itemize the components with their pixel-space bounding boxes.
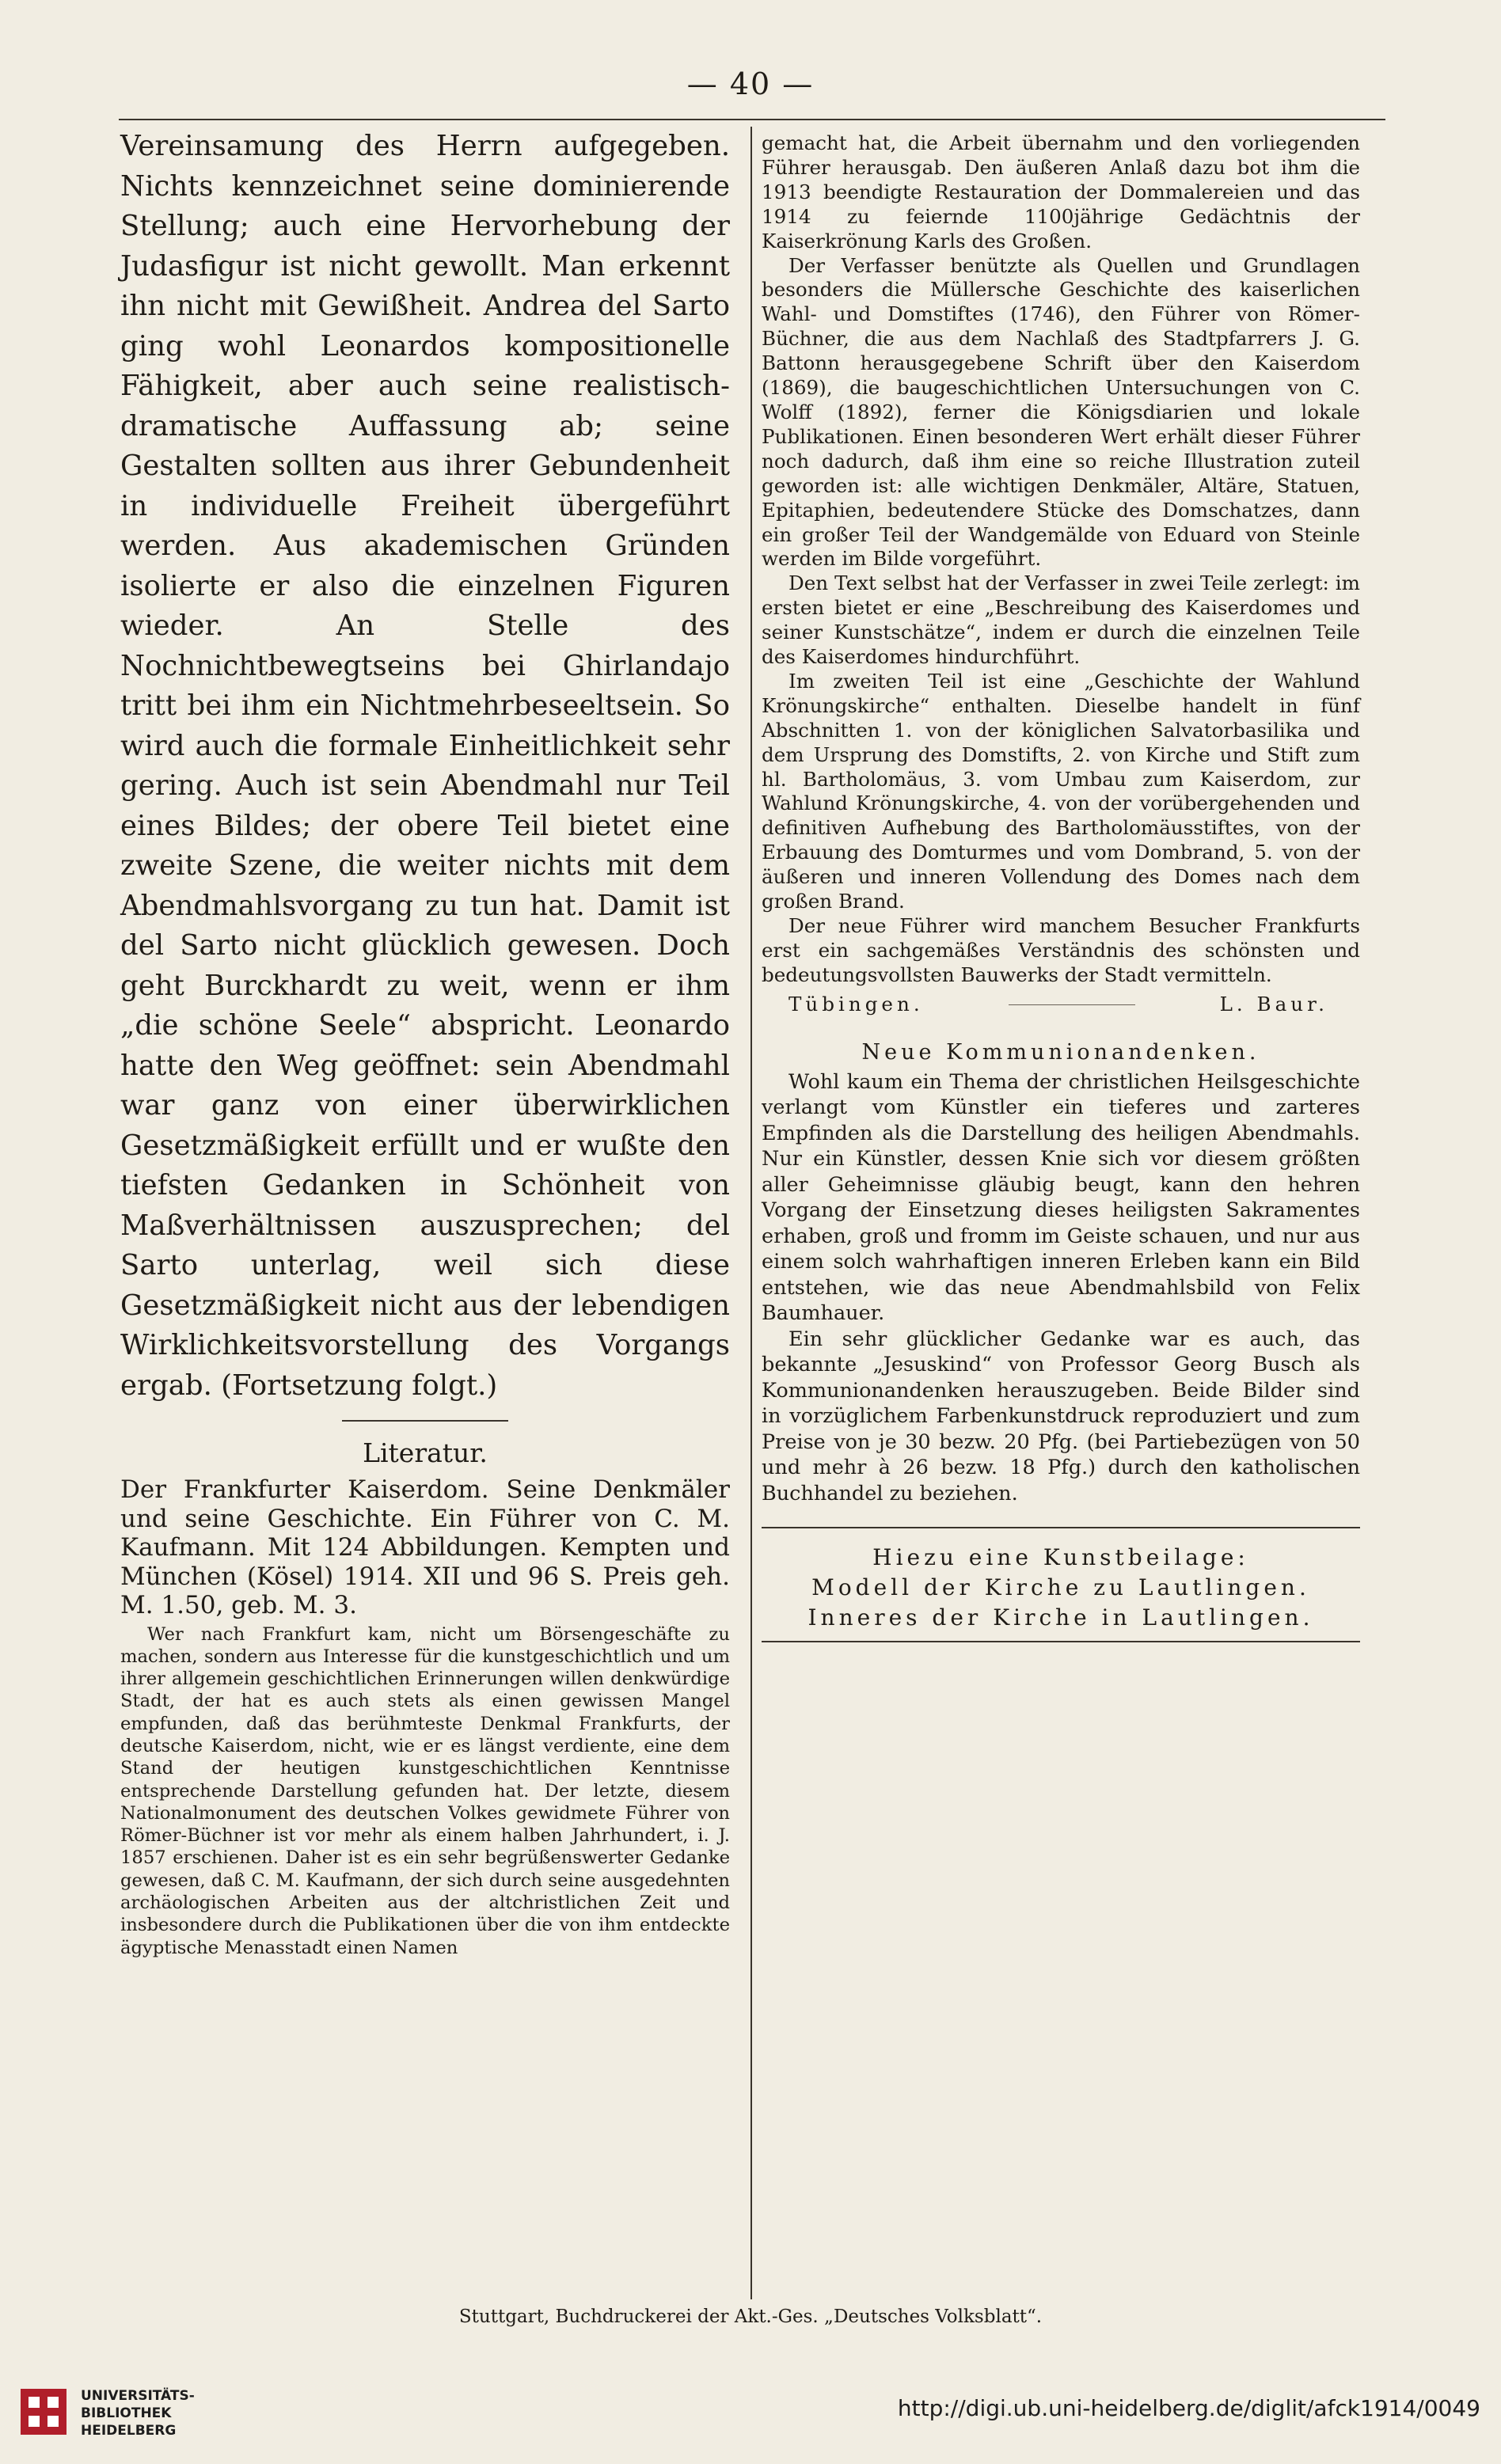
- continuation-paragraph: Vereinsamung des Herrn aufgegeben. Nichts kennzeichnet seine dominierende Stellung; auch eine Hervorhebung der Judasfigur ist nicht gewollt. Man erkennt ihn nicht mit Gewißheit. Andrea del Sarto ging wohl Leonardos kompositionelle Fähigkeit, aber auch seine realistisch-dramatische Auffassung ab; seine Gestalten sollten aus ihrer Gebundenheit in individuelle Freiheit übergeführt werden. Aus akademischen Gründen isolierte er also die einzelnen Figuren wieder. An Stelle des Nochnichtbewegtseins bei Ghirlandajo tritt bei ihm ein Nichtmehrbeseeltsein. So wird auch die formale Einheitlichkeit sehr gering. Auch ist sein Abendmahl nur Teil eines Bildes; der obere Teil bietet eine zweite Szene, die weiter nichts mit dem Abendmahlsvorgang zu tun hat. Damit ist del Sarto nicht glücklich gewesen. Doch geht Burckhardt zu weit, wenn er ihm „die schöne Seele“ abspricht. Leonardo hatte den Weg geöffnet: sein Abendmahl war ganz von einer überwirklichen Gesetzmäßigkeit erfüllt und er wußte den tiefsten Gedanken in Schönheit von Maßverhältnissen auszusprechen; del Sarto unterlag, weil sich diese Gesetzmäßigkeit nicht aus der lebendigen Wirklichkeitsvorstellung des Vorgangs ergab. (Fortsetzung folgt.): [120, 130, 730, 1402]
- right-column: [762, 131, 1360, 1642]
- kommunion-paragraph-1: Wohl kaum ein Thema der christlichen Heilsgeschichte verlangt vom Künstler ein tieferes und zarteres Empfinden als die Darstellung des heiligen Abendmahls. Nur ein Künstler, dessen Knie sich vor diesem größten aller Geheimnisse gläubig beugt, kann den hehren Vorgang der Einsetzung dieses heiligsten Sakramentes erhaben, groß und fromm im Geiste schauen, und nur aus einem solch wahrhaftigen inneren Erleben kann ein Bild entstehen, wie das neue Abendmahlsbild von Felix Baumhauer.: [762, 1069, 1360, 1326]
- logo-line: UNIVERSITÄTS-: [81, 2388, 195, 2404]
- kommunion-heading: Neue Kommunionandenken.: [861, 1039, 1260, 1065]
- library-logo-text: [81, 2387, 195, 2439]
- logo-line: BIBLIOTHEK: [81, 2405, 172, 2421]
- signature-name: L. Baur.: [1219, 992, 1328, 1016]
- page-number: — 40 —: [686, 66, 815, 101]
- signature-rule: [1009, 1004, 1135, 1005]
- kunstbeilage-heading: Hiezu eine Kunstbeilage:: [872, 1544, 1249, 1571]
- signature-place: Tübingen.: [788, 992, 924, 1016]
- review-paragraph-1: gemacht hat, die Arbeit übernahm und den vorliegenden Führer herausgab. Den äußeren Anlaß dazu bot ihm die 1913 beendigte Restauration der Dommalereien und das 1914 zu feiernde 1100jährige Gedächtnis der Kaiserkrönung Karls des Großen.: [762, 131, 1360, 252]
- book-entry: Der Frankfurter Kaiserdom. Seine Denkmäler und seine Geschichte. Ein Führer von C. M. Kaufmann. Mit 124 Abbildungen. Kempten und München (Kösel) 1914. XII und 96 S. Preis geh. M. 1.50, geb. M. 3.: [120, 1475, 730, 1619]
- section-divider: [342, 1420, 508, 1422]
- kunstbeilage-item: Inneres der Kirche in Lautlingen.: [808, 1604, 1314, 1631]
- kunstbeilage-block: [762, 1527, 1360, 1642]
- review-signature: [762, 993, 1360, 1017]
- review-paragraph-2: Der Verfasser benützte als Quellen und Grundlagen besonders die Müllersche Geschichte des kaiserlichen Wahl- und Domstiftes (1746), den Führer von Römer-Büchner, die aus dem Nachlaß des Stadtpfarrers J. G. Battonn herausgegebene Schrift über den Kaiserdom (1869), die baugeschichtlichen Untersuchungen von C. Wolff (1892), ferner die Königsdiarien und lokale Publikationen. Einen besonderen Wert erhält dieser Führer noch dadurch, daß ihm eine so reiche Illustration zuteil geworden ist: alle wichtigen Denkmäler, Altäre, Statuen, Epitaphien, bedeutendere Stücke des Domschatzes, dann ein großer Teil der Wandgemälde von Eduard von Steinle werden im Bilde vorgeführt.: [762, 253, 1360, 571]
- review-paragraph-3: Den Text selbst hat der Verfasser in zwei Teile zerlegt: im ersten bietet er eine „Beschreibung des Kaiserdomes und seiner Kunstschätze“, indem er durch die einzelnen Teile des Kaiserdomes hindurchführt.: [762, 571, 1360, 669]
- source-url-link[interactable]: http://digi.ub.uni-heidelberg.de/diglit/afck1914/0049: [897, 2395, 1480, 2421]
- logo-line: HEIDELBERG: [81, 2423, 177, 2439]
- library-logo-icon: [17, 2386, 70, 2438]
- printer-imprint: Stuttgart, Buchdruckerei der Akt.-Ges. „Deutsches Volksblatt“.: [458, 2306, 1043, 2327]
- review-paragraph: Wer nach Frankfurt kam, nicht um Börsengeschäfte zu machen, sondern aus Interesse für die kunstgeschichtlich und um ihrer allgemein geschichtlichen Erinnerungen willen denkwürdige Stadt, der hat es auch stets als einen gewissen Mangel empfunden, daß das berühmteste Denkmal Frankfurts, der deutsche Kaiserdom, nicht, wie er es längst verdiente, eine dem Stand der heutigen kunstgeschichtlichen Kenntnisse entsprechende Darstellung gefunden hat. Der letzte, diesem Nationalmonument des deutschen Volkes gewidmete Führer von Römer-Büchner ist vor mehr als einem halben Jahrhundert, i. J. 1857 erschienen. Daher ist es ein sehr begrüßenswerter Gedanke gewesen, daß C. M. Kaufmann, der sich durch seine ausgedehnten archäologischen Arbeiten aus der altchristlichen Zeit und insbesondere durch die Publikationen über die von ihm entdeckte ägyptische Menasstadt einen Namen: [120, 1623, 730, 1958]
- left-column: [120, 127, 730, 1959]
- column-divider: [750, 127, 752, 2299]
- review-paragraph-5: Der neue Führer wird manchem Besucher Frankfurts erst ein sachgemäßes Verständnis des schönsten und bedeutungsvollsten Bauwerks der Stadt vermitteln.: [762, 914, 1360, 986]
- header-rule: [119, 119, 1385, 120]
- kommunion-paragraph-2: Ein sehr glücklicher Gedanke war es auch, das bekannte „Jesuskind“ von Professor Georg Busch als Kommunionandenken herauszugeben. Beide Bilder sind in vorzüglichem Farbenkunstdruck reproduziert und zum Preise von je 30 bezw. 20 Pfg. (bei Partiebezügen von 50 und mehr à 26 bezw. 18 Pfg.) durch den katholischen Buchhandel zu beziehen.: [762, 1327, 1360, 1505]
- library-logo: [17, 2381, 223, 2444]
- kunstbeilage-item: Modell der Kirche zu Lautlingen.: [811, 1574, 1310, 1601]
- literatur-heading: Literatur.: [363, 1437, 488, 1468]
- review-paragraph-4: Im zweiten Teil ist eine „Geschichte der Wahlund Krönungskirche“ enthalten. Dieselbe handelt in fünf Abschnitten 1. von der königlichen Salvatorbasilika und dem Ursprung des Domstifts, 2. von Kirche und Stift zum hl. Bartholomäus, 3. vom Umbau zum Kaiserdom, zur Wahlund Krönungskirche, 4. von der vorübergehenden und definitiven Aufhebung des Bartholomäusstiftes, von der Erbauung des Domturmes und vom Dombrand, 5. von der äußeren und inneren Vollendung des Domes nach dem großen Brand.: [762, 669, 1360, 913]
